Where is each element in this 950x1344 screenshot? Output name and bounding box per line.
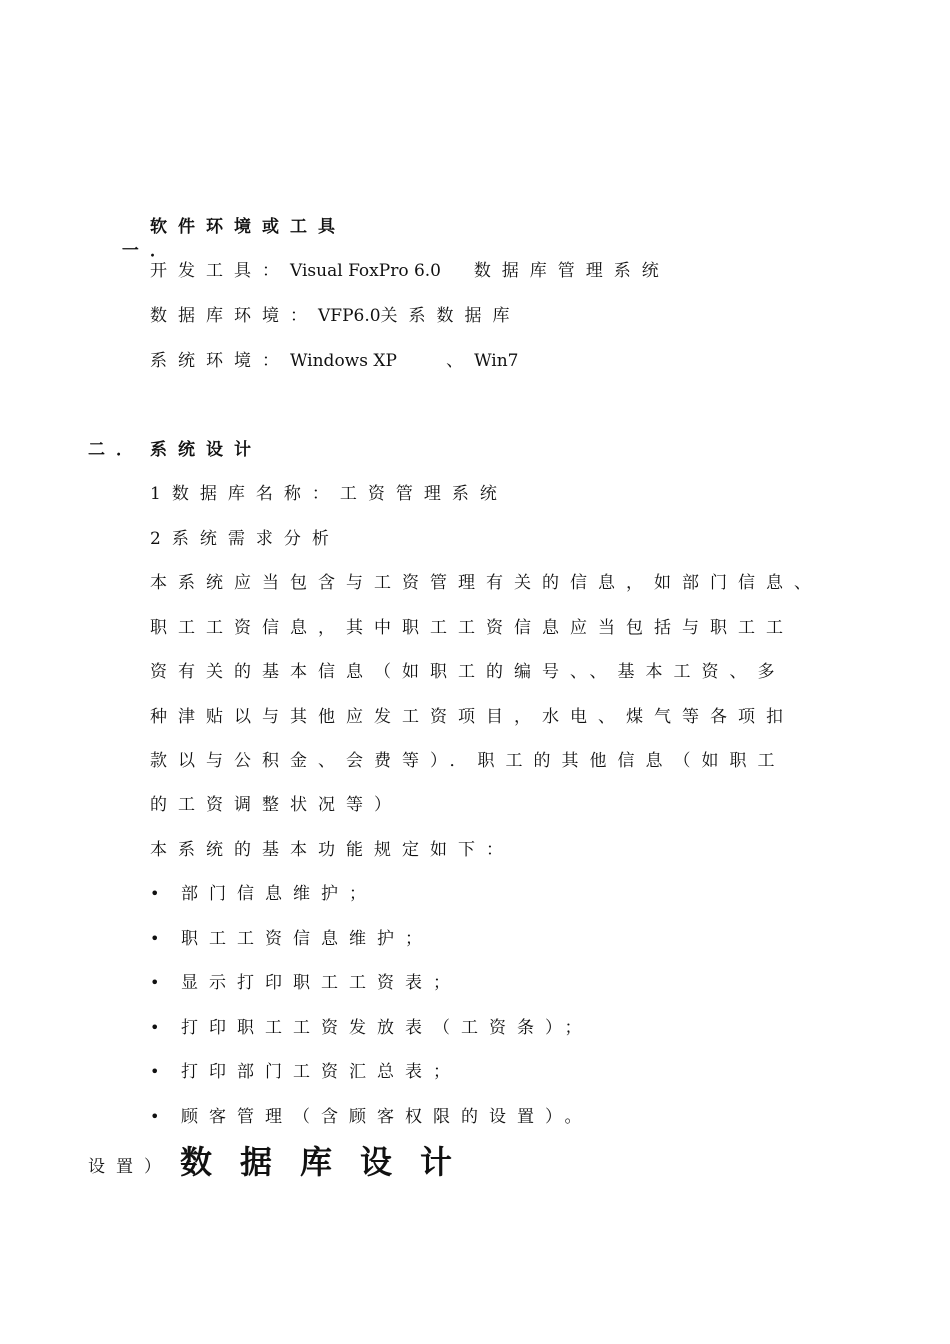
section3-title: 数据库设计: [180, 1143, 481, 1181]
section1-title: 软件环境或工具: [150, 217, 346, 237]
dev-tool-value-cn: 数据库管理系统: [473, 261, 670, 281]
db-name-number: 1: [150, 484, 172, 504]
bullet-icon: •: [150, 1062, 160, 1081]
function-item: 打印部门工资汇总表；: [181, 1062, 461, 1082]
sys-env-value2: Win7: [474, 351, 519, 371]
section2-number: 二．: [88, 440, 144, 460]
db-env-label: 数据库环境：: [150, 306, 318, 326]
dev-tool-line: [150, 259, 670, 283]
paragraph-line-3: 资有关的基本信息（如职工的编号、、基本工资、多: [150, 662, 786, 682]
dev-tool-label: 开发工具：: [150, 261, 290, 281]
paragraph-line-5: 款以与公积金、会费等）．职工的其他信息（如职工: [150, 751, 786, 771]
db-env-value-cn: 关系数据库: [380, 306, 521, 326]
function-intro: 本系统的基本功能规定如下：: [150, 840, 514, 860]
db-env-value: VFP6.0: [318, 306, 381, 326]
paragraph-line-4: 种津贴以与其他应发工资项目，水电、煤气等各项扣: [150, 707, 794, 727]
req-title: 系统需求分析: [171, 529, 340, 549]
function-item: 职工工资信息维护；: [181, 929, 433, 949]
section3-prefix: 设置）: [88, 1157, 172, 1177]
req-number: 2: [150, 529, 172, 549]
bullet-icon: •: [150, 973, 160, 992]
sys-env-sep: 、: [446, 351, 475, 371]
paragraph-line-2: 职工工资信息，其中职工工资信息应当包括与职工工: [150, 618, 794, 638]
db-name-text: 数据库名称：工资管理系统: [171, 484, 508, 504]
bullet-icon: •: [150, 1018, 160, 1037]
paragraph-line-6: 的工资调整状况等）: [150, 795, 402, 815]
section1-number: 一．: [121, 241, 178, 261]
sys-env-line: [150, 349, 519, 373]
function-item: 显示打印职工工资表；: [181, 973, 461, 993]
req-line: [150, 527, 340, 551]
bullet-icon: •: [150, 1107, 160, 1126]
dev-tool-value: Visual FoxPro 6.0: [290, 261, 441, 281]
sys-env-value: Windows XP: [290, 351, 397, 371]
function-item: 顾客管理（含顾客权限的设置）。: [181, 1107, 593, 1127]
section2-title: 系统设计: [150, 440, 262, 460]
paragraph-line-1: 本系统应当包含与工资管理有关的信息，如部门信息、: [150, 573, 822, 593]
db-env-line: [150, 304, 521, 328]
sys-env-label: 系统环境：: [150, 351, 290, 371]
bullet-icon: •: [150, 884, 160, 903]
bullet-icon: •: [150, 929, 160, 948]
function-item: 部门信息维护；: [181, 884, 377, 904]
db-name-line: [150, 482, 508, 506]
function-item: 打印职工工资发放表（工资条）；: [181, 1018, 593, 1038]
